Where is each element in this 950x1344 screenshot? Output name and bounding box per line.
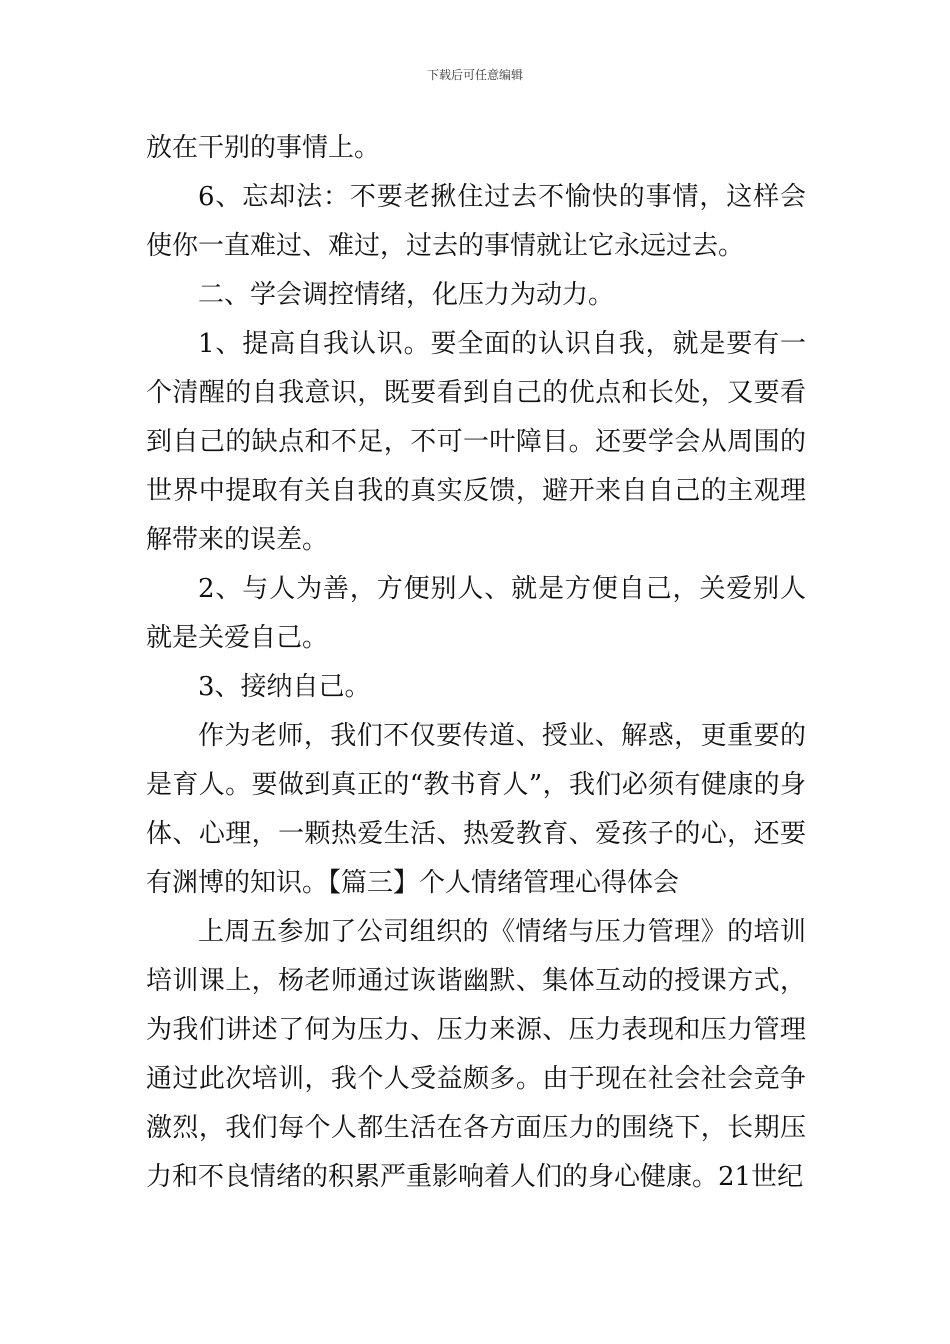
page-header: 下载后可任意编辑: [426, 68, 523, 82]
paragraph: 作为老师，我们不仅要传道、授业、解惑，更重要的是育人。要做到真正的“教书育人”，我们必须有健康的身体、心理，一颗热爱生活、热爱教育、爱孩子的心，还要有渊博的知识。【篇三】个人情绪管理心得体会: [146, 721, 806, 898]
paragraph: 2、与人为善，方便别人、就是方便自己，关爱别人就是关爱自己。: [146, 574, 806, 653]
paragraph: 1、提高自我认识。要全面的认识自我，就是要有一个清醒的自我意识，既要看到自己的优点和长处，又要看到自己的缺点和不足，不可一叶障目。还要学会从周围的世界中提取有关自我的真实反馈，避开来自自己的主观理解带来的误差。: [146, 329, 806, 555]
paragraph: 放在干别的事情上。: [146, 133, 381, 163]
document-body: [146, 124, 806, 1202]
paragraph: 3、接纳自己。: [198, 672, 371, 702]
paragraph: 6、忘却法：不要老揪住过去不愉快的事情，这样会使你一直难过、难过，过去的事情就让它永远过去。: [146, 182, 806, 261]
paragraph: 上周五参加了公司组织的《情绪与压力管理》的培训培训课上，杨老师通过诙谐幽默、集体互动的授课方式，为我们讲述了何为压力、压力来源、压力表现和压力管理通过此次培训，我个人受益颇多。由于现在社会社会竞争激烈，我们每个人都生活在各方面压力的围绕下，长期压力和不良情绪的积累严重影响着人们的身心健康。21世纪: [146, 917, 806, 1192]
paragraph: 二、学会调控情绪，化压力为动力。: [198, 280, 615, 310]
